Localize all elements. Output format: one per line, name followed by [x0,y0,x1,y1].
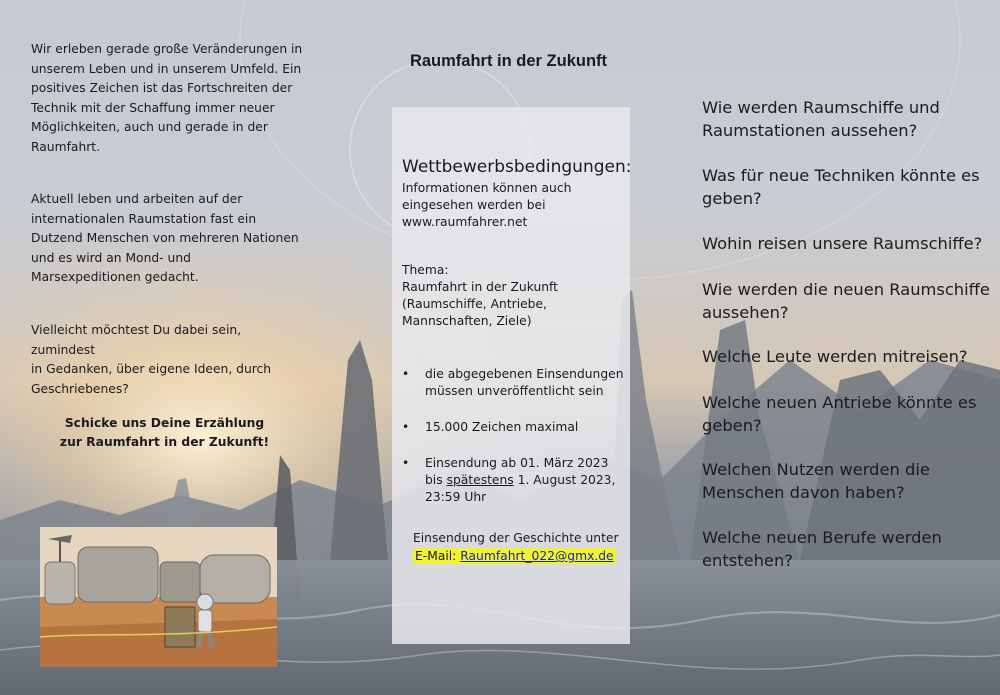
call-to-action: Schicke uns Deine Erzählung zur Raumfahrt in der Zukunft! [59,416,270,449]
info-text: Informationen können auch eingesehen werden bei www.raumfahrer.net [402,181,572,229]
question-1: Wie werden Raumschiffe und Raumstationen aussehen? [702,98,940,140]
question-8: Welche neuen Berufe werden entstehen? [702,528,942,570]
conditions-heading: Wettbewerbsbedingungen: [402,157,632,177]
email-label: E-Mail: [415,549,457,563]
bullet-icon: • [402,420,410,434]
page-title: Raumfahrt in der Zukunft [409,52,608,70]
intro-paragraph-2: Aktuell leben und arbeiten auf der internationalen Raumstation fast ein Dutzend Menschen von mehreren Nationen und es wird an Mond- und Marsexpeditionen gedacht. [31,192,299,284]
question-2: Was für neue Techniken könnte es geben? [702,166,980,208]
question-3: Wohin reisen unsere Raumschiffe? [702,234,983,253]
bullet-icon: • [402,367,410,381]
question-4: Wie werden die neuen Raumschiffe aussehen? [702,280,990,322]
intro-paragraph-1: Wir erleben gerade große Veränderungen in unserem Leben und in unserem Umfeld. Ein positives Zeichen ist das Fortschreiten der Technik mit der Schaffung immer neuer Möglichkeiten, auch und gerade in der Raumfahrt. [31,42,303,154]
question-6: Welche neuen Antriebe könnte es geben? [702,393,977,435]
submission-info: Einsendung der Geschichte unter E-Mail: Raumfahrt_022@gmx.de [413,531,619,563]
bullet-icon: • [402,456,410,470]
email-link[interactable]: Raumfahrt_022@gmx.de [460,549,614,563]
mars-base-photo [40,527,277,667]
topic-text: Thema: Raumfahrt in der Zukunft (Raumschiffe, Antriebe, Mannschaften, Ziele) [402,263,558,328]
question-7: Welchen Nutzen werden die Menschen davon haben? [702,460,930,502]
intro-text-column [31,40,306,396]
question-5: Welche Leute werden mitreisen? [702,347,968,366]
intro-paragraph-3: Vielleicht möchtest Du dabei sein, zumindest in Gedanken, über eigene Ideen, durch Geschriebenes? [31,323,272,396]
